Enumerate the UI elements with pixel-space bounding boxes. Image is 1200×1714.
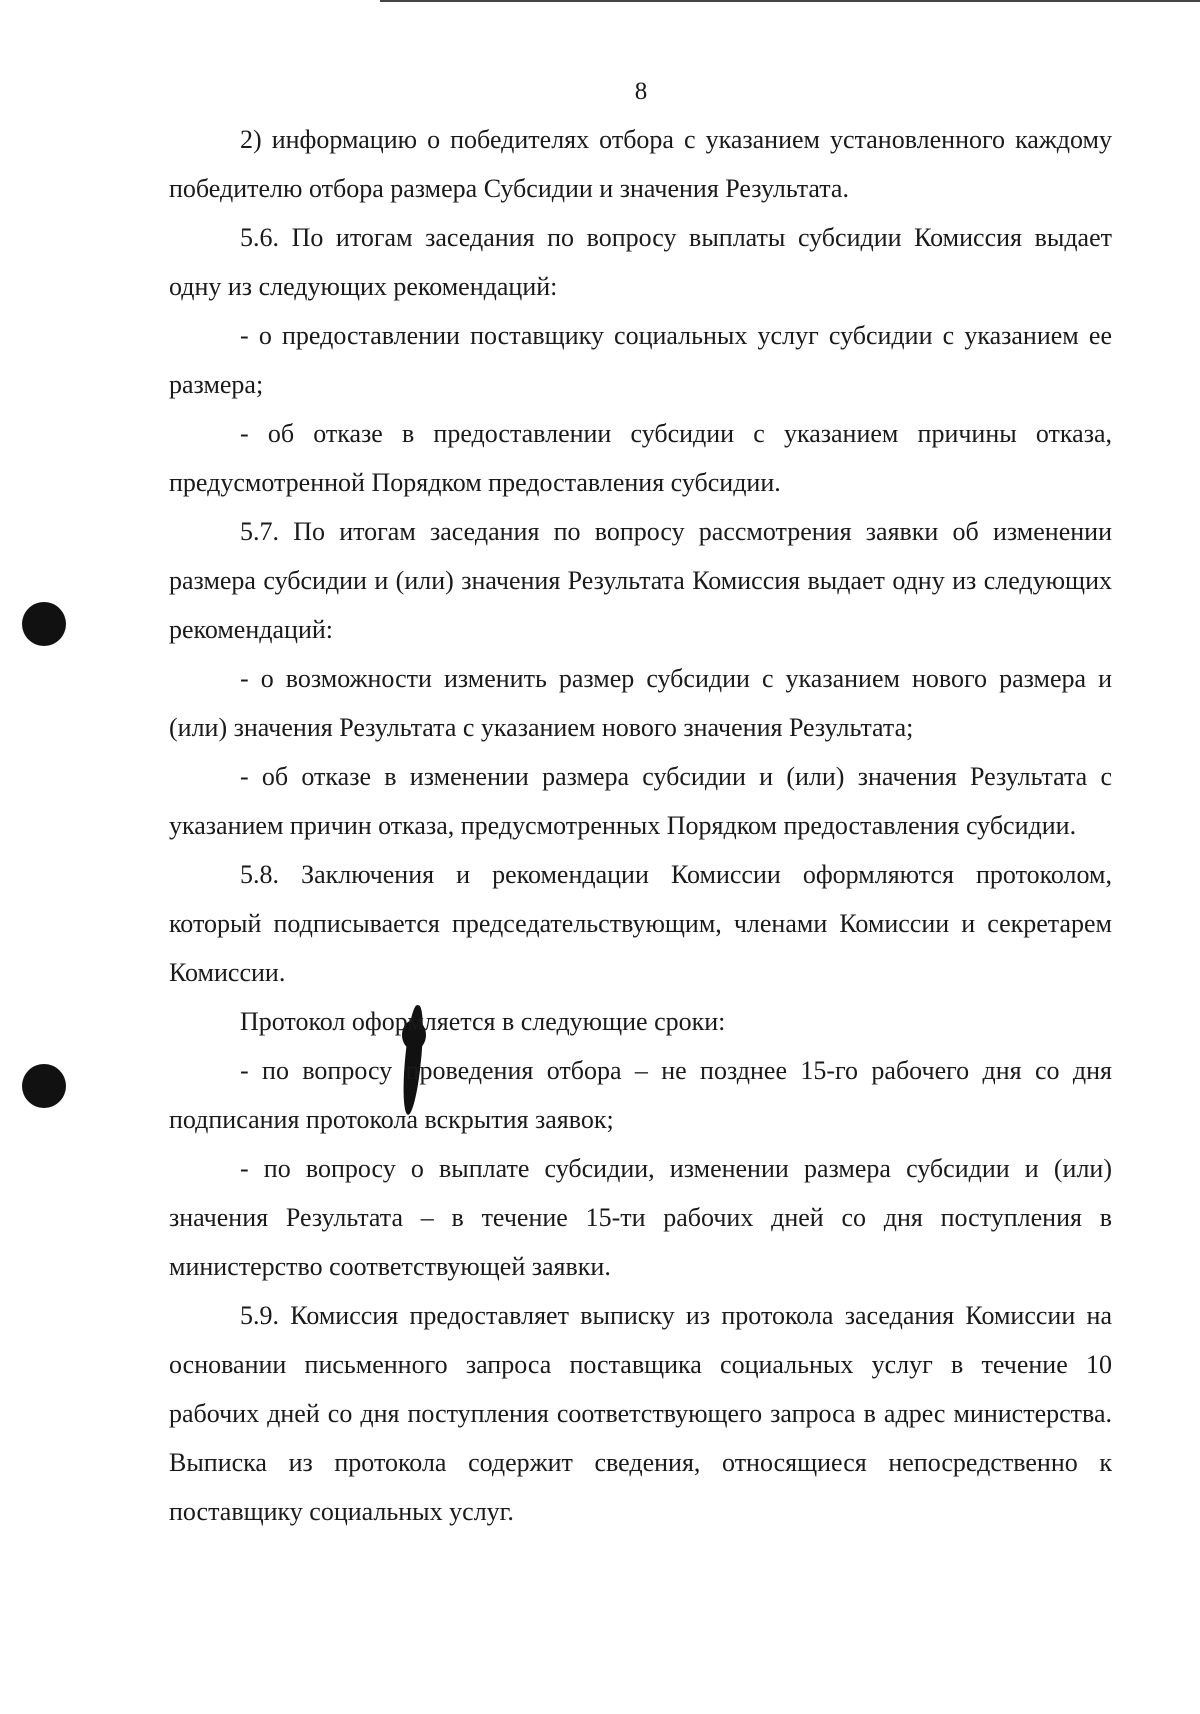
paragraph-winners-info: 2) информацию о победителях отбора с указанием установленного каждому победителю отбора размера Субсидии и значения Результата.: [169, 125, 1112, 203]
paragraph-5-8: 5.8. Заключения и рекомендации Комиссии оформляются протоколом, который подписывается председательствующим, членами Комиссии и секретарем Комиссии.: [169, 860, 1112, 987]
list-item-grant-subsidy: - о предоставлении поставщику социальных услуг субсидии с указанием ее размера;: [169, 321, 1112, 399]
paragraph-5-9: 5.9. Комиссия предоставляет выписку из протокола заседания Комиссии на основании письменного запроса поставщика социальных услуг в течение 10 рабочих дней со дня поступления соответствующего запроса в адрес министерства. Выписка из протокола содержит сведения, относящиеся непосредственно к поставщику социальных услуг.: [169, 1301, 1112, 1526]
paragraph-5-6: 5.6. По итогам заседания по вопросу выплаты субсидии Комиссия выдает одну из следующих рекомендаций:: [169, 223, 1112, 301]
list-item-refuse-change: - об отказе в изменении размера субсидии и (или) значения Результата с указанием причин отказа, предусмотренных Порядком предоставления субсидии.: [169, 762, 1112, 840]
list-item-payment-deadline: - по вопросу о выплате субсидии, изменении размера субсидии и (или) значения Результата – в течение 15-ти рабочих дней со дня поступления в министерство соответствующей заявки.: [169, 1154, 1112, 1281]
punch-hole-upper: [22, 602, 66, 646]
top-edge-rule: [380, 0, 1200, 2]
list-item-change-size: - о возможности изменить размер субсидии с указанием нового размера и (или) значения Результата с указанием нового значения Результата;: [169, 664, 1112, 742]
list-item-refuse-subsidy: - об отказе в предоставлении субсидии с указанием причины отказа, предусмотренной Порядком предоставления субсидии.: [169, 419, 1112, 497]
paragraph-protocol-deadlines: Протокол оформляется в следующие сроки:: [240, 1007, 726, 1036]
list-item-selection-deadline: - по вопросу проведения отбора – не позднее 15-го рабочего дня со дня подписания протокола вскрытия заявок;: [169, 1056, 1112, 1134]
punch-hole-lower: [22, 1064, 66, 1108]
page-number: 8: [634, 78, 648, 105]
paragraph-5-7: 5.7. По итогам заседания по вопросу рассмотрения заявки об изменении размера субсидии и (или) значения Результата Комиссия выдает одну из следующих рекомендаций:: [169, 517, 1112, 644]
document-body: [169, 115, 1112, 1536]
